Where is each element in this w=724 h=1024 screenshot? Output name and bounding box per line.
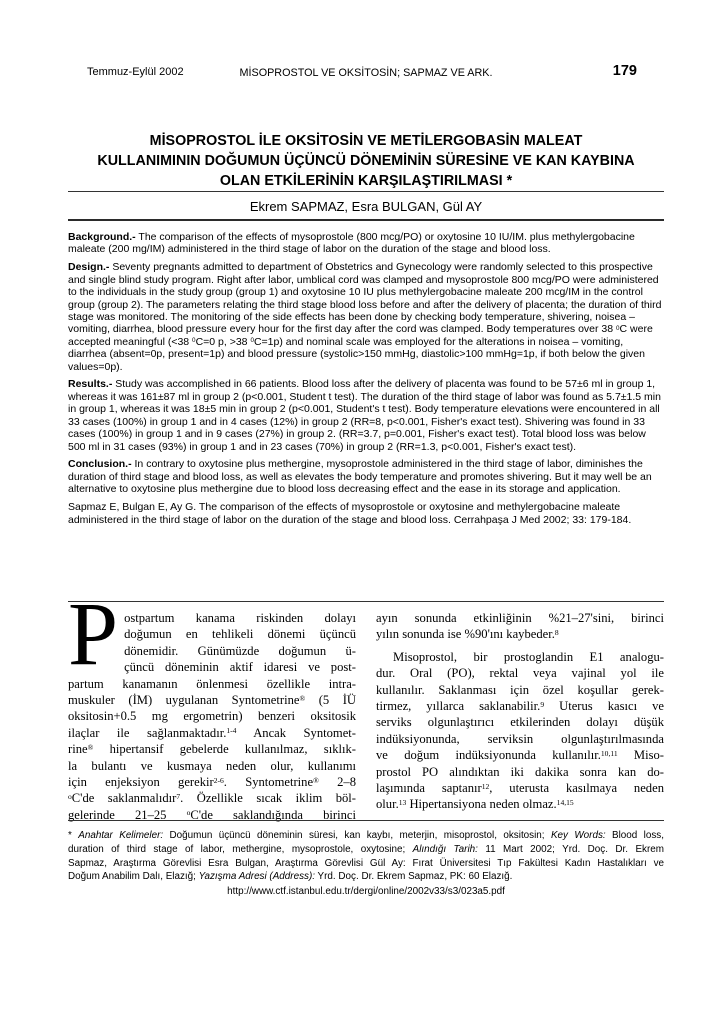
paragraph-label: Results.- bbox=[68, 378, 113, 391]
text-line: dur. Oral (PO), rektal veya vajinal yol ile bbox=[376, 666, 664, 681]
abstract-paragraph bbox=[68, 378, 664, 452]
abstract-section bbox=[68, 231, 664, 531]
text-line: partum kanamanın önlenmesi özellikle intra- bbox=[68, 676, 356, 691]
footnote-rule bbox=[68, 820, 664, 821]
text-line: prostol PO alındıktan iki dakika sonra kan do- bbox=[376, 764, 664, 779]
page-header bbox=[68, 63, 664, 82]
dropcap-letter: P bbox=[68, 585, 119, 684]
text-line: çüncü döneminin aktif idaresi ve post- bbox=[124, 660, 356, 675]
citation-text: Sapmaz E, Bulgan E, Ay G. The comparison of the effects of mysoprostole or oxytosine and methylergobacine maleate administered in the third stage of labor on the duration of the stage and blood loss. Cerrahpaşa J Med 2002; 33: 179-184. bbox=[68, 501, 632, 526]
text-line: $^o$C'de saklanmalıdır$^7$. Özellikle sıcak iklim böl- bbox=[68, 791, 356, 806]
abstract-paragraph bbox=[68, 231, 664, 256]
footnote bbox=[68, 829, 664, 899]
article-url: http://www.ctf.istanbul.edu.tr/dergi/online/2002v33/s3/023a5.pdf bbox=[227, 886, 505, 898]
paragraph-text: Study was accomplished in 66 patients. Blood loss after the delivery of placenta was found to be 57±6 ml in group 1, whereas it was 161±87 ml in group 2 (p<0.001, Student t test). The duration of the third stage of labor was found as 5.7±1.5 min in group 1, whereas it was 18±5 min in group 2 (p<0.001, Student's t test). Body temperature elevations were encountered in all 33 cases (100%) in group 1 and in 4 cases (12%) in group 2 (RR=8, p<0.001, Fisher's exact test). Shivering was found in 33 cases (100%) in group 1 and in 9 cases (27%) in group 2. (RR=3.7, p=0.001, Fisher's exact test). Total blood loss was below 500 ml in 31 cases (93%) in group 1 and in 23 cases (70%) in group 2 (RR=1.3, p<0.001, Fisher's exact test). bbox=[68, 378, 661, 453]
text-line: dönemidir. Günümüzde doğumun ü- bbox=[124, 643, 356, 658]
text-line: tirmez, yıllarca saklanabilir.$^9$ Uterus kasıcı ve bbox=[376, 699, 664, 714]
text-line: Doğum Anabilim Dalı, Elazığ; Yazışma Adresi (Address): Yrd. Doç. Dr. Ekrem Sapmaz, PK: 60 Elazığ. bbox=[68, 871, 513, 883]
text-line: serviks olgunlaştırıcı etkilerinden dolayı düşük bbox=[376, 715, 664, 730]
text-line: ve doğum indüksiyonunda kullanılır.$^{10,11}$ Miso- bbox=[376, 748, 664, 763]
paragraph-text: The comparison of the effects of mysoprostole (800 mcg/PO) or oxytosine 10 IU/IM. plus methylergobacine maleate (200 mg/IM) administered in the third stage of labor on the duration of the stage and blood loss. bbox=[68, 231, 635, 256]
text-line: oksitosin+0.5 mg ergometrin) benzeri oksitosik bbox=[68, 709, 356, 724]
paragraph bbox=[68, 585, 357, 823]
divider-columns bbox=[68, 601, 664, 602]
text-line: indüksiyonunda, serviksin olgunlaştırılmasında bbox=[376, 731, 664, 746]
text-line: kullanılır. Saklanması için özel koşullar gerek- bbox=[376, 682, 664, 697]
running-title: MİSOPROSTOL VE OKSİTOSİN; SAPMAZ VE ARK. bbox=[239, 67, 493, 79]
text-line: ayın sonunda etkinliğinin %21–27'sini, birinci bbox=[376, 611, 664, 625]
divider-thin bbox=[68, 191, 664, 192]
text-line: yılın sonunda ise %90'ını kaybeder.$^8$ bbox=[376, 627, 559, 642]
page-number: 179 bbox=[612, 63, 637, 79]
text-line: Sapmaz, Araştırma Görevlisi Esra Bulgan, Araştırma Görevlisi Gül Ay: Fırat Üniversitesi Tıp Fakültesi Kadın Hastalıkları ve bbox=[68, 857, 664, 869]
title-line: OLAN ETKİLERİNİN KARŞILAŞTIRILMASI * bbox=[219, 173, 513, 189]
abstract-paragraph bbox=[68, 458, 664, 495]
title-line: MİSOPROSTOL İLE OKSİTOSİN VE METİLERGOBASİN MALEAT bbox=[149, 133, 583, 149]
paragraph bbox=[376, 610, 664, 643]
text-line: gelerinde 21–25 $^o$C'de saklandığında birinci bbox=[68, 807, 356, 822]
divider-thick bbox=[68, 219, 664, 221]
paragraph-label: Background.- bbox=[68, 231, 136, 243]
authors-line: Ekrem SAPMAZ, Esra BULGAN, Gül AY bbox=[249, 199, 483, 214]
text-line: doğumun en tehlikeli dönemi üçüncü bbox=[124, 627, 356, 642]
body-columns bbox=[68, 585, 664, 823]
text-line: ilaçlar ile sağlanmaktadır.$^{1-4}$ Ancak Syntomet- bbox=[68, 725, 356, 740]
text-line: Misoprostol, bir prostoglandin E1 analogu- bbox=[393, 649, 664, 664]
column-left bbox=[68, 585, 357, 823]
text-line: la bulantı ve kusmaya neden olur, kullanımı bbox=[68, 758, 356, 773]
paragraph-text: In contrary to oxytosine plus methergine, mysoprostole administered in the third stage of labor, diminishes the duration of third stage and blood loss, as well as elevates the body temperature and promotes shivering. But it may well be an alternative to oxytosine plus methergine due to blood loss decreasing effect and the ease in its storage and application. bbox=[68, 458, 652, 496]
text-line: olur.$^{13}$ Hipertansiyona neden olmaz.$^{14,15}$ bbox=[376, 797, 574, 812]
text-line: rine® hipertansif gebelerde kullanılmaz, sıklık- bbox=[68, 742, 356, 757]
article-title bbox=[68, 131, 664, 191]
citation-paragraph bbox=[68, 501, 664, 526]
text-line: muskuler (İM) uygulanan Syntometrine® (5 İÜ bbox=[68, 693, 357, 708]
text-line: laşımında saptanır$^{12}$, uterusta kasılmaya neden bbox=[376, 781, 664, 796]
text-line: * Anahtar Kelimeler: Doğumun üçüncü döneminin süresi, kan kaybı, meterjin, misoprostol, oksitosin; Key Words: Blood loss, bbox=[68, 830, 664, 841]
paragraph bbox=[376, 649, 664, 813]
paragraph-label: Conclusion.- bbox=[68, 458, 132, 471]
footnote-text bbox=[68, 829, 664, 884]
paragraph-label: Design.- bbox=[68, 261, 110, 274]
abstract-paragraph bbox=[68, 261, 664, 373]
paragraph-text: Seventy pregnants admitted to department of Obstetrics and Gynecology were randomly selected to this prospective and single blind study program. Right after labor, umblical cord was clamped and mysoprostole 800 mcg/PO were administered to the individuals in the study group (group 1) and oxytosine 10 IU plus methylergobacine maleate 200 mcg/IM in the control group (group 2). The parameters relating the third stage blood loss before and after the delivery of placenta; the duration of third stage was monitored. The monitoring of the side effects has been done by checking body temperature, shivering, noisea – vomiting, diarrhea, blood pressure every hour for the first day after the cord was clamped. Body temperatures over 38 $^0$C were accepted meaningful (<38 $^0$C=0 p, >38 $^0$C=1p) and nominal scale was employed for the alterations in noisea – vomiting, diarrhea (absent=0p, present=1p) and blood pressure (systolic>150 mmHg, diastolic>100 mmHg=1p, if both below the given values=0p). bbox=[68, 261, 662, 373]
title-line: KULLANIMININ DOĞUMUN ÜÇÜNCÜ DÖNEMİNİN SÜRESİNE VE KAN KAYBINA bbox=[97, 153, 635, 169]
text-line: ostpartum kanama riskinden dolayı bbox=[124, 611, 356, 625]
text-line: için enjeksiyon gerekir$^{2-6}$. Syntometrine® 2–8 bbox=[68, 775, 356, 790]
issue-date: Temmuz-Eylül 2002 bbox=[87, 66, 184, 78]
column-right bbox=[376, 610, 664, 823]
text-line: duration of third stage of labor, methergine, mysoprostole, oxytosine; Alındığı Tarih: 11 Mart 2002; Yrd. Doç. Dr. Ekrem bbox=[68, 843, 664, 855]
